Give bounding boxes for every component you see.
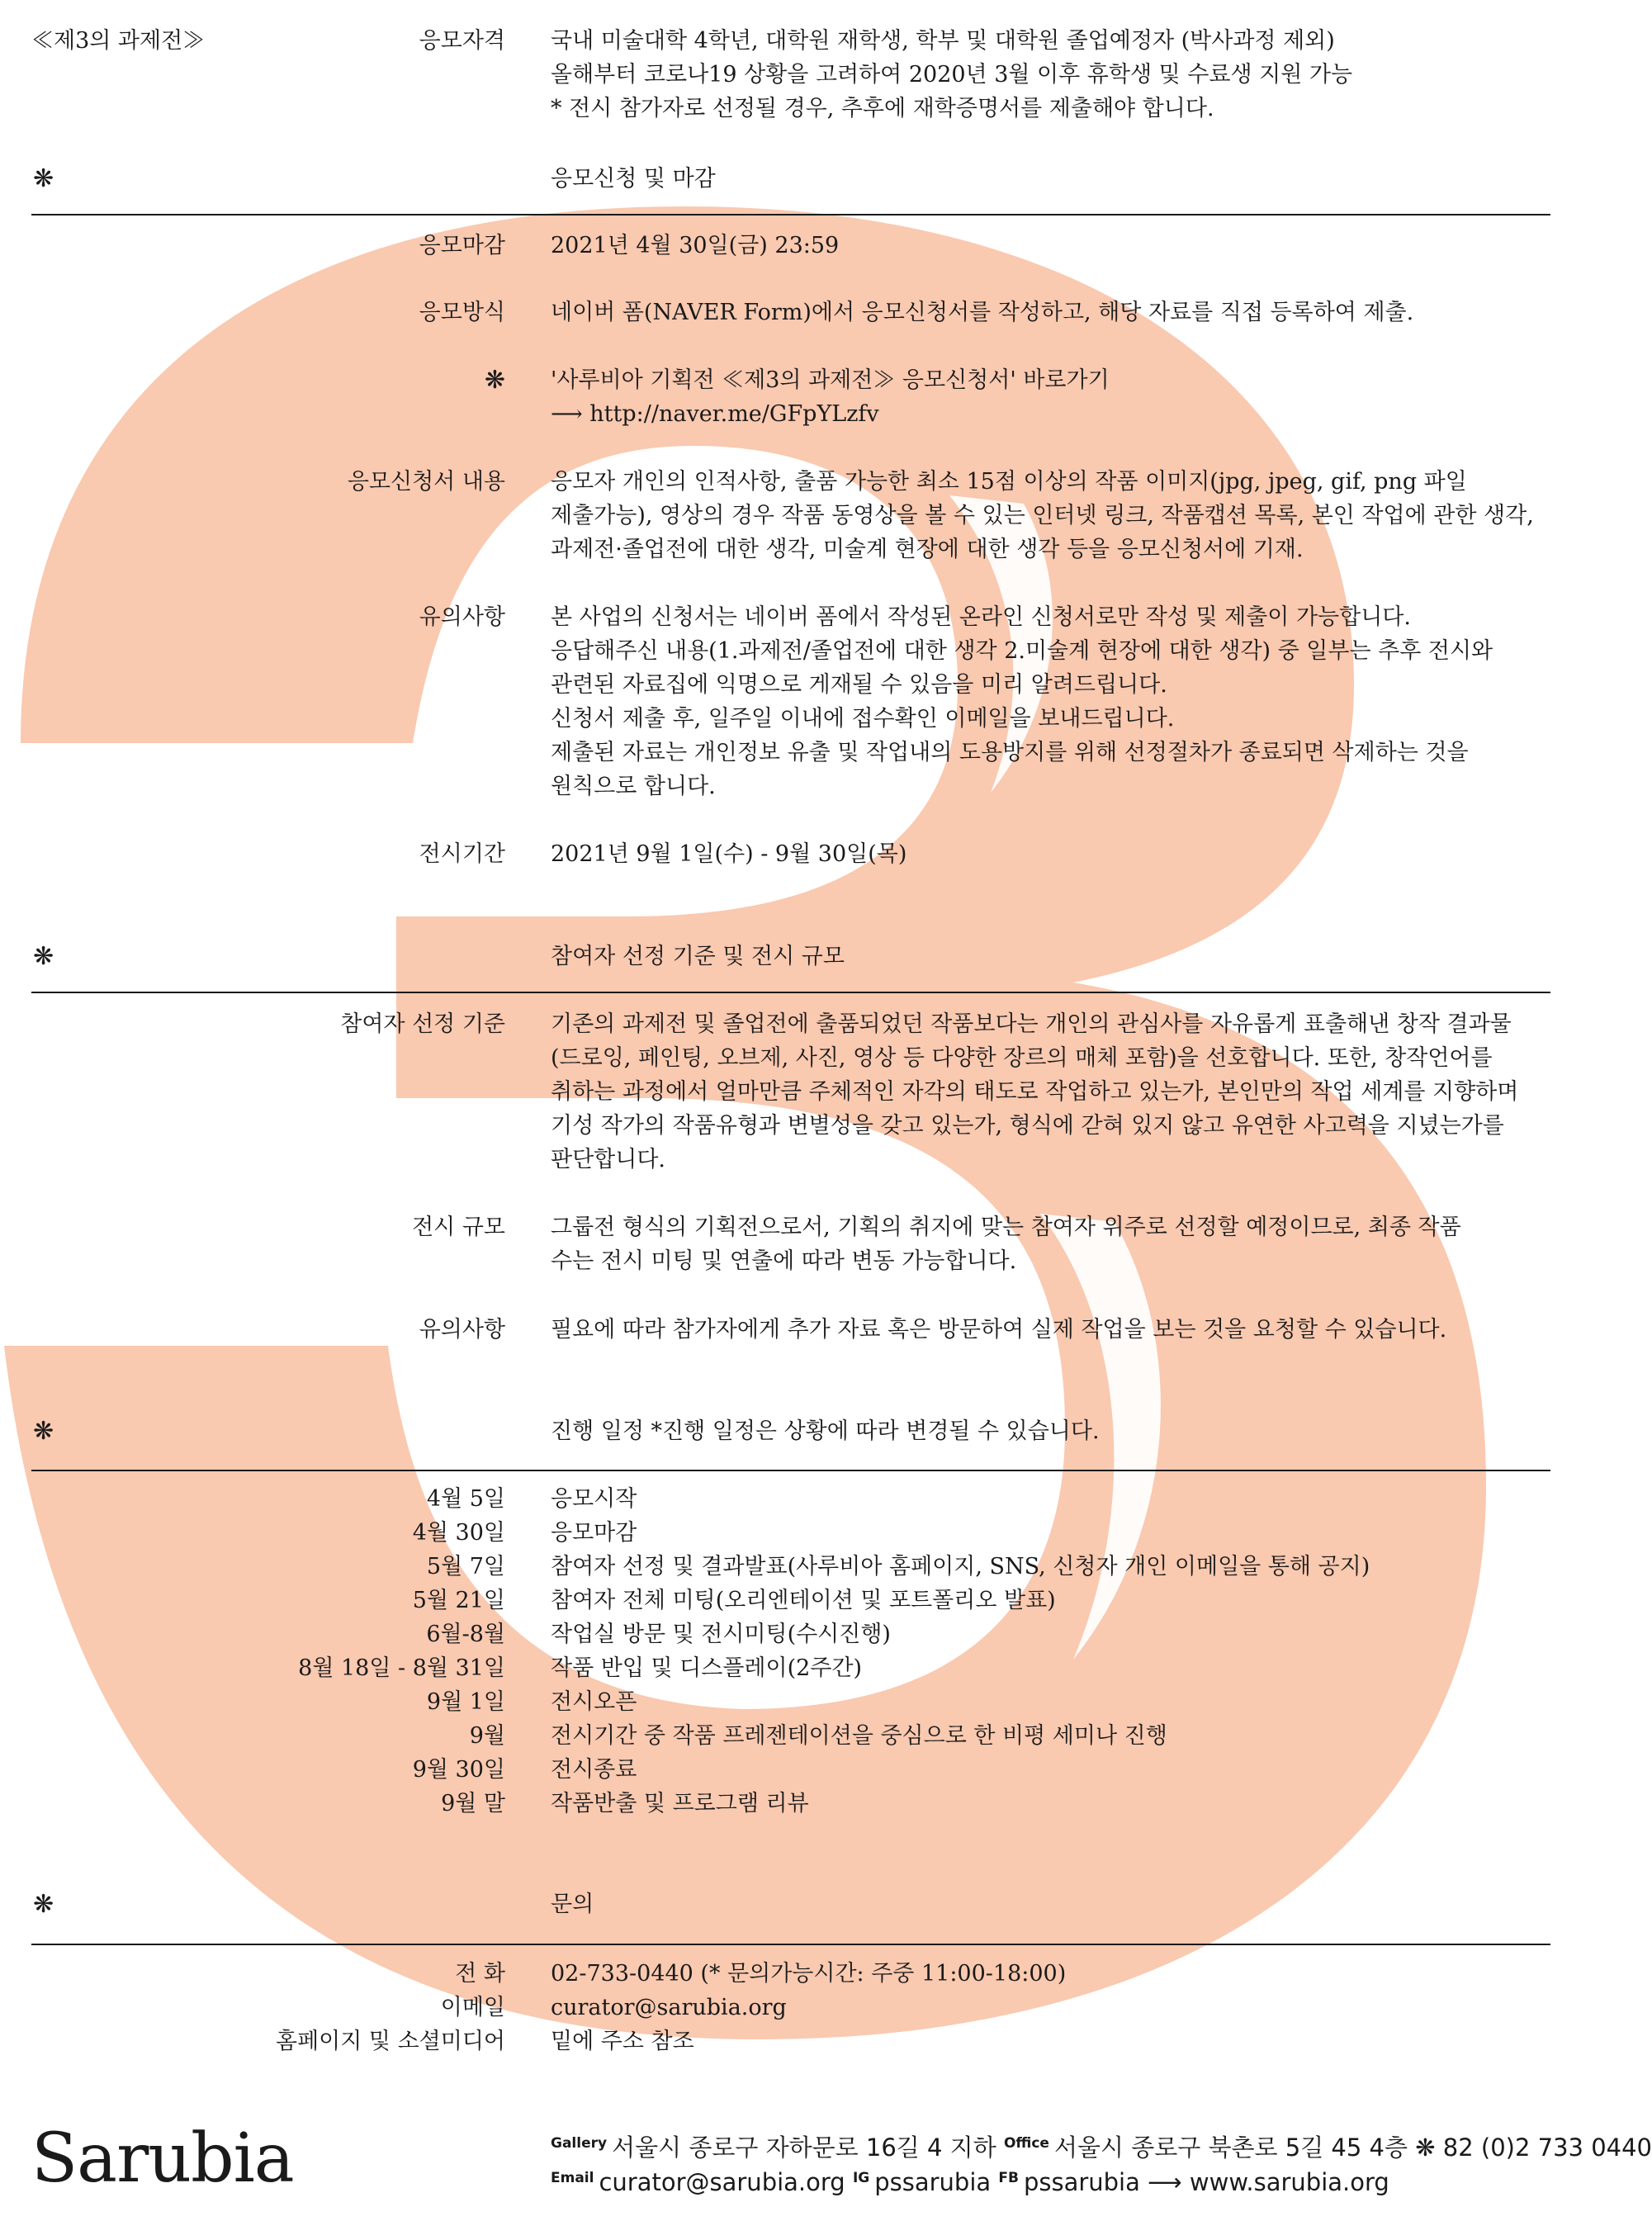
section-bullet-icon: ❋ — [33, 164, 54, 193]
period-label: 전시기간 — [419, 841, 505, 867]
section-heading-application: 응모신청 및 마감 — [551, 166, 716, 192]
criteria-line: 판단합니다. — [551, 1147, 665, 1172]
contents-text — [551, 465, 1534, 566]
email-tag: Email — [551, 2170, 594, 2186]
schedule-date: 8월 18일 - 8월 31일 — [298, 1655, 505, 1681]
footer-email-link[interactable]: curator@sarubia.org — [599, 2168, 845, 2196]
email-link[interactable]: curator@sarubia.org — [551, 1995, 787, 2020]
schedule-event: 응모시작 — [551, 1486, 637, 1512]
section-heading-selection: 참여자 선정 기준 및 전시 규모 — [551, 944, 845, 969]
scale-label: 전시 규모 — [412, 1215, 505, 1240]
schedule-event: 작품반출 및 프로그램 리뷰 — [551, 1791, 809, 1816]
schedule-event: 전시종료 — [551, 1757, 637, 1783]
notes-line: 관련된 자료집에 익명으로 게재될 수 있음을 미리 알려드립니다. — [551, 672, 1167, 698]
gallery-tag: Gallery — [551, 2135, 608, 2152]
schedule-events — [551, 1482, 1370, 1821]
contents-line: 응모자 개인의 인적사항, 출품 가능한 최소 15점 이상의 작품 이미지(jpg, jpeg, gif, png 파일 — [551, 469, 1467, 495]
link-title[interactable]: '사루비아 기획전 ≪제3의 과제전≫ 응모신청서' 바로가기 — [551, 367, 1110, 393]
method-label: 응모방식 — [419, 300, 505, 325]
schedule-date: 5월 21일 — [412, 1588, 505, 1613]
deadline-value: 2021년 4월 30일(금) 23:59 — [551, 233, 840, 258]
schedule-event: 작업실 방문 및 전시미팅(수시진행) — [551, 1622, 891, 1647]
notes-label: 유의사항 — [419, 604, 505, 630]
notes-line: 본 사업의 신청서는 네이버 폼에서 작성된 온라인 신청서로만 작성 및 제출이 가능합니다. — [551, 604, 1411, 630]
link-url[interactable]: ⟶ http://naver.me/GFpYLzfv — [551, 401, 879, 427]
scale-text — [551, 1210, 1525, 1278]
poster-title: ≪제3의 과제전≫ — [31, 28, 206, 54]
contents-line: 과제전·졸업전에 대한 생각, 미술계 현장에 대한 생각 등을 응모신청서에 기재. — [551, 537, 1304, 562]
schedule-event: 작품 반입 및 디스플레이(2주간) — [551, 1655, 862, 1681]
notes-line: 원칙으로 합니다. — [551, 774, 716, 799]
gallery-address: 서울시 종로구 자하문로 16길 4 지하 — [612, 2133, 996, 2162]
schedule-event: 참여자 선정 및 결과발표(사루비아 홈페이지, SNS, 신청자 개인 이메일을 통해 공지) — [551, 1554, 1370, 1579]
application-form-link[interactable] — [551, 363, 1525, 431]
web-value: 밑에 주소 참조 — [551, 2029, 694, 2054]
section-divider — [31, 1470, 1550, 1471]
eligibility-label: 응모자격 — [419, 28, 505, 54]
selection-notes-value: 필요에 따라 참가자에게 추가 자료 혹은 방문하여 실제 작업을 보는 것을 요청할 수 있습니다. — [551, 1317, 1447, 1343]
phone-value: 02-733-0440 (* 문의가능시간: 주중 11:00-18:00) — [551, 1961, 1067, 1987]
section-heading-schedule: 진행 일정 *진행 일정은 상황에 따라 변경될 수 있습니다. — [551, 1418, 1100, 1444]
office-tag: Office — [1003, 2135, 1049, 2152]
criteria-label: 참여자 선정 기준 — [340, 1011, 505, 1037]
deadline-label: 응모마감 — [419, 233, 505, 258]
web-label: 홈페이지 및 소셜미디어 — [276, 2029, 505, 2054]
notes-text — [551, 600, 1525, 803]
link-bullet-icon: ❋ — [484, 366, 505, 395]
schedule-date: 6월-8월 — [426, 1622, 505, 1647]
footer-phone: ❋ 82 (0)2 733 0440 — [1415, 2133, 1652, 2162]
scale-line: 수는 전시 미팅 및 연출에 따라 변동 가능합니다. — [551, 1248, 1017, 1274]
email-label: 이메일 — [440, 1995, 505, 2020]
facebook-link[interactable]: pssarubia — [1023, 2168, 1140, 2196]
footer-links-line — [551, 2161, 1389, 2200]
schedule-date: 9월 30일 — [412, 1757, 505, 1783]
section-divider — [31, 1944, 1550, 1945]
notes-line: 제출된 자료는 개인정보 유출 및 작업내의 도용방지를 위해 선정절차가 종료되면 삭제하는 것을 — [551, 740, 1469, 765]
section-bullet-icon: ❋ — [33, 1417, 54, 1446]
criteria-line: 취하는 과정에서 얼마만큼 주체적인 자각의 태도로 작업하고 있는가, 본인만의 작업 세계를 지향하며 — [551, 1079, 1519, 1105]
schedule-date: 9월 — [469, 1723, 505, 1749]
criteria-line: 기존의 과제전 및 졸업전에 출품되었던 작품보다는 개인의 관심사를 자유롭게 표출해낸 창작 결과물 — [551, 1011, 1512, 1037]
instagram-link[interactable]: pssarubia — [874, 2168, 992, 2196]
website-link[interactable]: ⟶ www.sarubia.org — [1148, 2168, 1389, 2196]
schedule-dates — [298, 1482, 505, 1821]
scale-line: 그룹전 형식의 기획전으로서, 기획의 취지에 맞는 참여자 위주로 선정할 예정이므로, 최종 작품 — [551, 1215, 1461, 1240]
schedule-event: 응모마감 — [551, 1520, 637, 1546]
method-value: 네이버 폼(NAVER Form)에서 응모신청서를 작성하고, 해당 자료를 직접 등록하여 제출. — [551, 300, 1414, 325]
selection-notes-label: 유의사항 — [419, 1317, 505, 1343]
eligibility-line: 올해부터 코로나19 상황을 고려하여 2020년 3월 이후 휴학생 및 수료생 지원 가능 — [551, 62, 1353, 88]
notes-line: 신청서 제출 후, 일주일 이내에 접수확인 이메일을 보내드립니다. — [551, 706, 1175, 732]
sarubia-logo: Sarubia — [31, 2119, 294, 2198]
section-divider — [31, 992, 1550, 993]
ig-tag: IG — [852, 2170, 870, 2186]
eligibility-line: 국내 미술대학 4학년, 대학원 재학생, 학부 및 대학원 졸업예정자 (박사과정 제외) — [551, 28, 1335, 54]
contents-line: 제출가능), 영상의 경우 작품 동영상을 볼 수 있는 인터넷 링크, 작품캡션 목록, 본인 작업에 관한 생각, — [551, 503, 1534, 528]
schedule-event: 전시기간 중 작품 프레젠테이션을 중심으로 한 비평 세미나 진행 — [551, 1723, 1167, 1749]
schedule-event: 전시오픈 — [551, 1689, 637, 1715]
section-heading-contact: 문의 — [551, 1892, 594, 1917]
schedule-date: 9월 1일 — [426, 1689, 505, 1715]
schedule-date: 4월 5일 — [426, 1486, 505, 1512]
section-divider — [31, 214, 1550, 215]
section-bullet-icon: ❋ — [33, 942, 54, 971]
criteria-line: (드로잉, 페인팅, 오브제, 사진, 영상 등 다양한 장르의 매체 포함)을 선호합니다. 또한, 창작언어를 — [551, 1045, 1493, 1071]
schedule-date: 5월 7일 — [426, 1554, 505, 1579]
schedule-date: 4월 30일 — [412, 1520, 505, 1546]
eligibility-line: * 전시 참가자로 선정될 경우, 추후에 재학증명서를 제출해야 합니다. — [551, 96, 1214, 121]
notes-line: 응답해주신 내용(1.과제전/졸업전에 대한 생각 2.미술계 현장에 대한 생각) 중 일부는 추후 전시와 — [551, 638, 1493, 664]
office-address: 서울시 종로구 북촌로 5길 45 4층 — [1053, 2133, 1408, 2162]
schedule-event: 참여자 전체 미팅(오리엔테이션 및 포트폴리오 발표) — [551, 1588, 1056, 1613]
period-value: 2021년 9월 1일(수) - 9월 30일(목) — [551, 841, 907, 867]
section-bullet-icon: ❋ — [33, 1890, 54, 1919]
phone-label: 전 화 — [455, 1961, 505, 1987]
contents-label: 응모신청서 내용 — [347, 469, 505, 495]
schedule-date: 9월 말 — [441, 1791, 505, 1816]
criteria-line: 기성 작가의 작품유형과 변별성을 갖고 있는가, 형식에 갇혀 있지 않고 유연한 사고력을 지녔는가를 — [551, 1113, 1504, 1139]
fb-tag: FB — [998, 2170, 1019, 2186]
eligibility-text — [551, 24, 1525, 125]
footer-address-line — [551, 2126, 1652, 2165]
criteria-text — [551, 1007, 1525, 1177]
